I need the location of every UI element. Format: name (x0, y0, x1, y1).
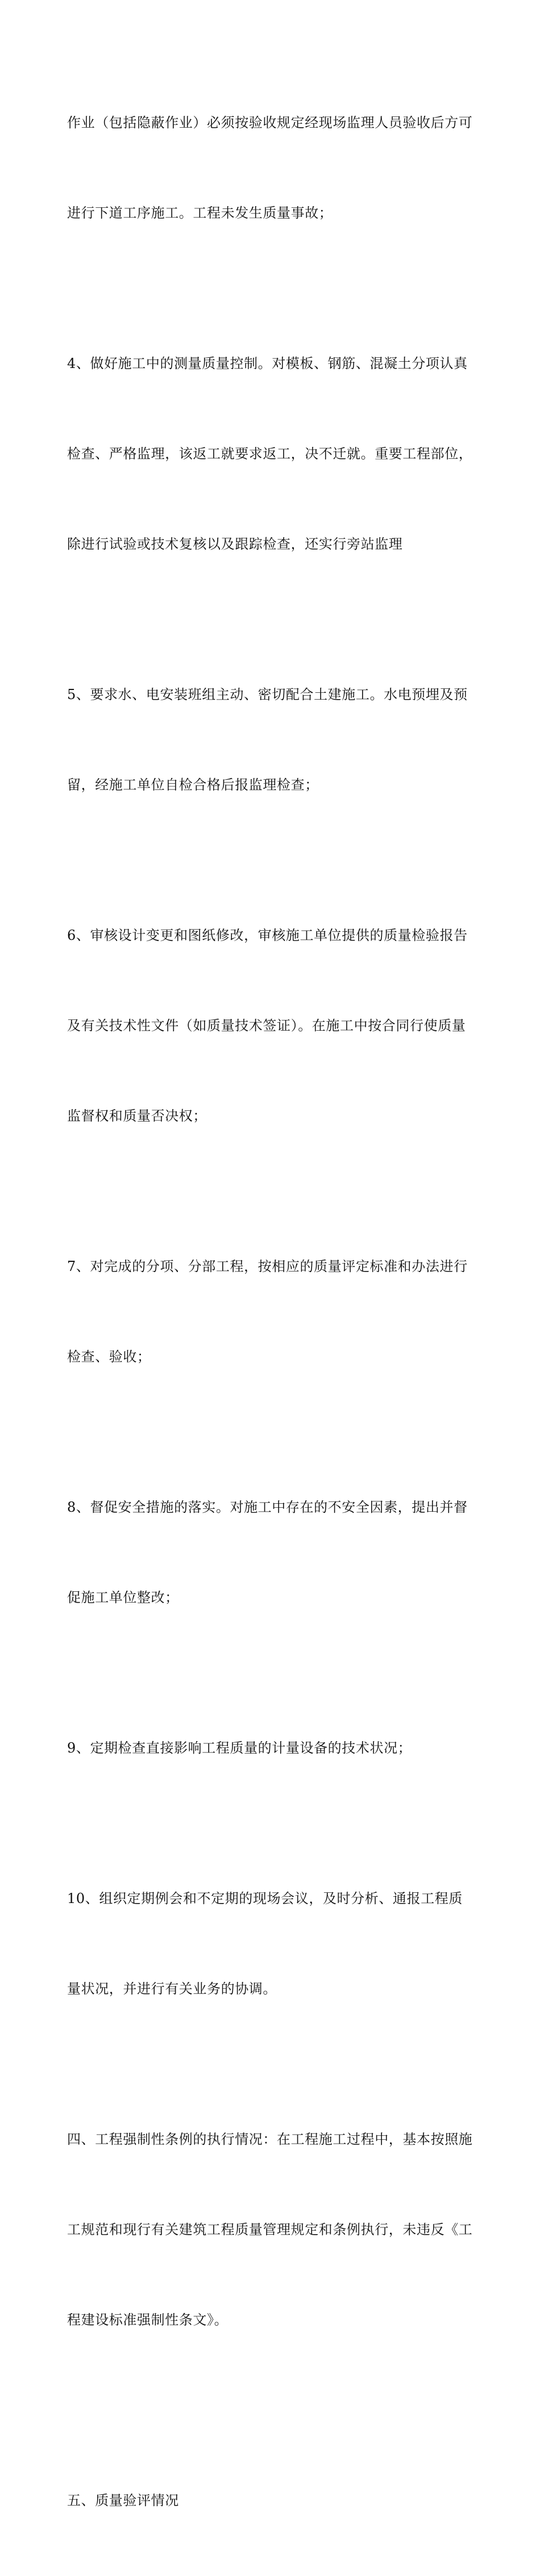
paragraph-item-5 (67, 620, 477, 860)
text-line: 9、定期检查直接影响工程质量的计量设备的技术状况； (67, 1740, 412, 1756)
text-line: 进行下道工序施工。工程未发生质量事故； (67, 205, 333, 221)
section-heading (67, 2426, 477, 2576)
text-line: 监督权和质量否决权； (67, 1108, 207, 1124)
text-line: 作业（包括隐蔽作业）必须按验收规定经现场监理人员验收后方可 (67, 115, 473, 131)
document-page (67, 48, 477, 2576)
text-line: 除进行试验或技术复核以及跟踪检查，还实行旁站监理 (67, 536, 403, 552)
paragraph-item-6 (67, 860, 477, 1191)
text-line: 4、做好施工中的测量质量控制。对模板、钢筋、混凝土分项认真 (67, 356, 468, 371)
paragraph-item-9 (67, 1673, 477, 1824)
text-line: 量状况，并进行有关业务的协调。 (67, 1981, 277, 1997)
text-line: 程建设标准强制性条文》。 (67, 2312, 229, 2328)
paragraph-item-4 (67, 288, 477, 620)
text-line: 6、审核设计变更和图纸修改，审核施工单位提供的质量检验报告 (67, 927, 468, 943)
text-line: 8、督促安全措施的落实。对施工中存在的不安全因素，提出并督 (67, 1499, 468, 1515)
text-line: 检查、验收； (67, 1349, 151, 1365)
paragraph-item-10 (67, 1824, 477, 2064)
text-line: 及有关技术性文件（如质量技术签证）。在施工中按合同行使质量 (67, 1018, 466, 1034)
text-line: 5、要求水、电安装班组主动、密切配合土建施工。水电预埋及预 (67, 687, 468, 702)
paragraph-item-7 (67, 1191, 477, 1432)
text-line: 留，经施工单位自检合格后报监理检查； (67, 777, 319, 793)
paragraph-inspection-continuation (67, 48, 477, 288)
text-line: 工规范和现行有关建筑工程质量管理规定和条例执行，未违反《工 (67, 2222, 473, 2238)
paragraph-section-4 (67, 2064, 477, 2395)
text-line: 10、组织定期例会和不定期的现场会议，及时分析、通报工程质 (67, 1891, 463, 1906)
paragraph-item-8 (67, 1432, 477, 1673)
text-line: 7、对完成的分项、分部工程，按相应的质量评定标准和办法进行 (67, 1258, 468, 1274)
blank-line (67, 2395, 477, 2426)
section-heading-text: 五、质量验评情况 (67, 2493, 179, 2508)
text-line: 促施工单位整改； (67, 1590, 179, 1605)
text-line: 检查、严格监理，该返工就要求返工，决不迁就。重要工程部位， (67, 446, 473, 462)
text-line: 四、工程强制性条例的执行情况：在工程施工过程中，基本按照施 (67, 2131, 473, 2147)
